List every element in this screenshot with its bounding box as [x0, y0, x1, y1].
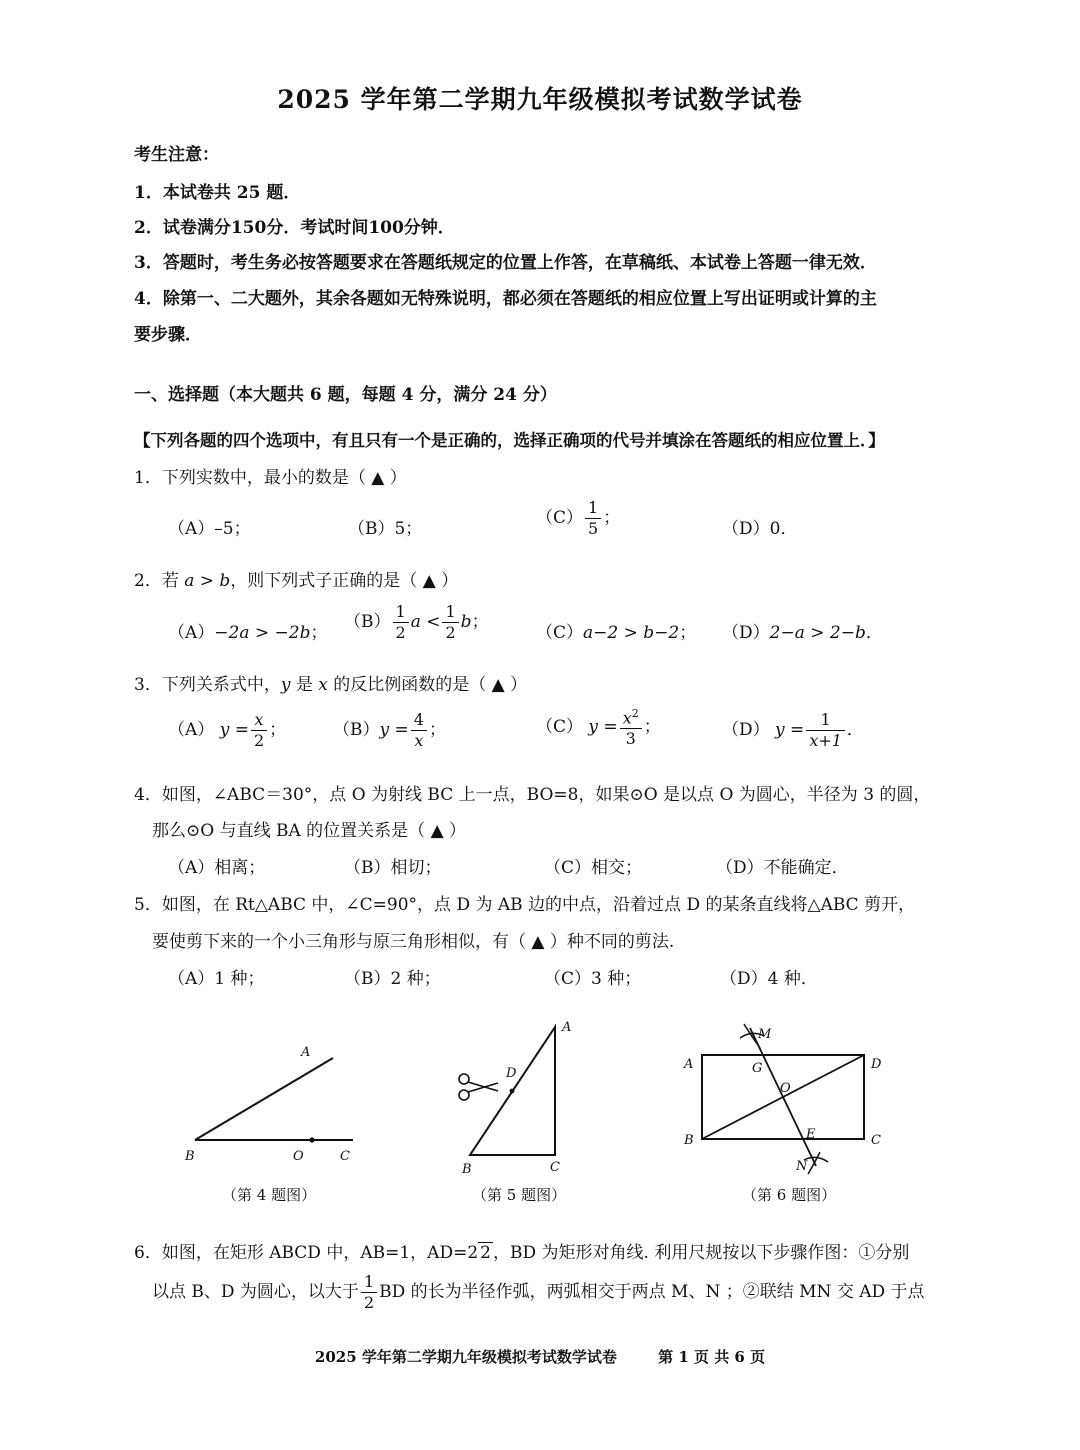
label-n: N	[796, 1159, 808, 1174]
q2-option-a: （A）−2a > −2b；	[168, 623, 328, 643]
figure-4	[175, 1030, 375, 1170]
q3-option-c: （C） y = $\frac{x^2}{3}$ ；	[536, 707, 661, 749]
page-title: 2025 学年第二学期九年级模拟考试数学试卷	[277, 85, 803, 114]
section1-heading: 一、选择题（本大题共 6 题，每题 4 分，满分 24 分）	[134, 385, 557, 405]
q5-option-a: （A）1 种；	[168, 969, 265, 989]
ray-ba	[195, 1058, 333, 1140]
q1-option-d: （D）0．	[722, 519, 798, 539]
point-o	[309, 1137, 314, 1142]
notice-item-4: 4．除第一、二大题外，其余各题如无特殊说明，都必须在答题纸的相应位置上写出证明或计算的主	[134, 289, 877, 309]
q2-stem: 2．若 a > b，则下列式子正确的是（ ▲ ）	[134, 571, 459, 591]
notice-item-3: 3．答题时，考生务必按答题要求在答题纸规定的位置上作答，在草稿纸、本试卷上答题一律无效．	[134, 253, 877, 273]
q5-option-d: （D）4 种．	[720, 969, 818, 989]
figure-6-caption: （第 6 题图）	[742, 1186, 837, 1204]
q4-option-c: （C）相交；	[544, 858, 643, 878]
q1-option-a: （A）–5；	[168, 519, 251, 539]
label-b: B	[684, 1133, 694, 1148]
q5-option-b: （B）2 种；	[344, 969, 441, 989]
q3-option-d: （D） y = $\frac{1}{x+1}$ ．	[722, 710, 864, 750]
figure-4-caption: （第 4 题图）	[222, 1186, 317, 1204]
line-mn	[750, 1028, 816, 1166]
footer-page-number: 第 1 页 共 6 页	[658, 1348, 766, 1366]
label-b: B	[462, 1162, 472, 1175]
notice-item-1: 1．本试卷共 25 题．	[134, 183, 301, 203]
q1-option-c: （C） $\frac{1}{5}$ ；	[536, 498, 621, 538]
scissors-icon	[459, 1074, 498, 1100]
q6-line2: 以点 B、D 为圆心，以大于 $\frac{1}{2}$ BD 的长为半径作弧，两弧相交于两点 M、N ；②联结 MN 交 AD 于点	[152, 1272, 925, 1312]
page-footer	[0, 1346, 1080, 1367]
notice-item-4-cont: 要步骤．	[134, 325, 202, 345]
label-m: M	[758, 1027, 772, 1042]
point-d	[510, 1089, 515, 1094]
label-g: G	[752, 1061, 763, 1076]
q4-option-a: （A）相离；	[168, 858, 266, 878]
q2-option-d: （D）2−a > 2−b．	[722, 623, 883, 643]
q2-option-c: （C）a−2 > b−2；	[536, 623, 697, 643]
figure-5	[450, 1015, 590, 1175]
q4-option-b: （B）相切；	[344, 858, 442, 878]
label-a: A	[684, 1057, 694, 1072]
label-d: D	[871, 1057, 882, 1072]
q1-stem: 1．下列实数中，最小的数是（ ▲ ）	[134, 468, 407, 488]
figure-5-caption: （第 5 题图）	[472, 1186, 567, 1204]
q6-line1: 6．如图，在矩形 ABCD 中，AB=1，AD=2 2 ，BD 为矩形对角线. 利用尺规按以下步骤作图：①分别	[134, 1243, 910, 1263]
arc-lower-2	[808, 1152, 820, 1174]
q3-option-a: （A） y = $\frac{x}{2}$ ；	[168, 710, 287, 750]
label-b: B	[185, 1149, 195, 1164]
label-c: C	[340, 1149, 350, 1164]
label-a: A	[562, 1020, 572, 1035]
label-e: E	[806, 1127, 816, 1142]
q2-option-b: （B） $\frac{1}{2}$ a < $\frac{1}{2}$ b；	[344, 602, 489, 642]
q1-option-b: （B）5；	[348, 519, 423, 539]
section1-instruction: 【下列各题的四个选项中，有且只有一个是正确的，选择正确项的代号并填涂在答题纸的相应位置上．】	[134, 431, 885, 450]
label-o: O	[293, 1149, 304, 1164]
q4-line2: 那么⊙O 与直线 BA 的位置关系是（ ▲ ）	[152, 821, 467, 841]
label-c: C	[871, 1133, 881, 1148]
footer-title: 2025 学年第二学期九年级模拟考试数学试卷	[314, 1348, 617, 1366]
label-o: O	[780, 1081, 791, 1096]
q3-option-b: （B）y = $\frac{4}{x}$ ；	[333, 710, 446, 750]
figure-6	[680, 1012, 890, 1182]
q3-stem: 3．下列关系式中，y 是 x 的反比例函数的是（ ▲ ）	[134, 675, 528, 695]
notice-item-2: 2．试卷满分150分．考试时间100分钟．	[134, 218, 455, 238]
notice-heading: 考生注意：	[134, 145, 219, 165]
q5-option-c: （C）3 种；	[544, 969, 642, 989]
q4-option-d: （D）不能确定．	[716, 858, 849, 878]
q4-line1: 4．如图，∠ABC＝30°，点 O 为射线 BC 上一点，BO=8，如果⊙O 是以点 O 为圆心，半径为 3 的圆，	[134, 785, 931, 805]
q5-line2: 要使剪下来的一个小三角形与原三角形相似，有（ ▲ ）种不同的剪法.	[152, 932, 675, 952]
q5-line1: 5．如图，在 Rt△ABC 中，∠C=90°，点 D 为 AB 边的中点，沿着过点 D 的某条直线将△ABC 剪开，	[134, 895, 916, 915]
label-d: D	[506, 1066, 517, 1081]
label-c: C	[550, 1160, 560, 1175]
label-a: A	[301, 1045, 311, 1060]
